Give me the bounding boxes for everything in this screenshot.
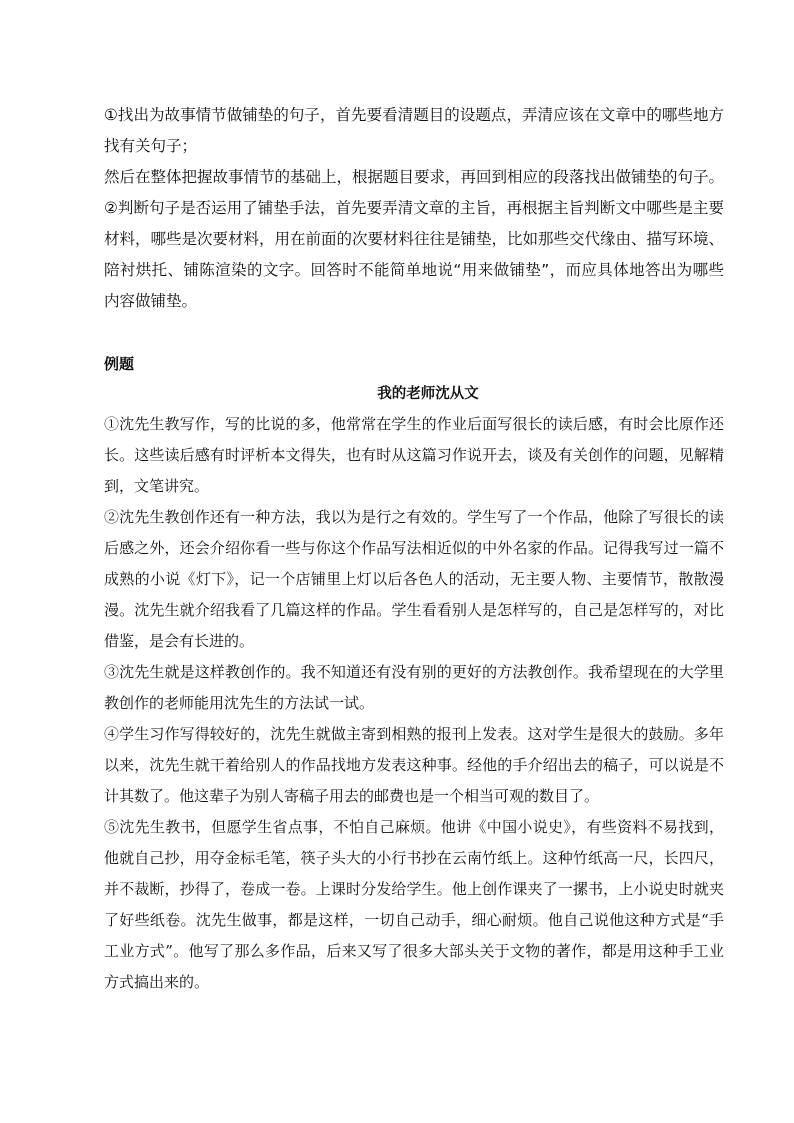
page-content	[104, 100, 724, 998]
article-paragraph-4: ④学生习作写得较好的，沈先生就做主寄到相熟的报刊上发表。这对学生是很大的鼓励。多年以来，沈先生就干着给别人的作品找地方发表这种事。经他的手介绍出去的稿子，可以说是不计其数了。他这辈子为别人寄稿子用去的邮费也是一个相当可观的数目了。	[104, 725, 724, 805]
intro-point-1: ①找出为故事情节做铺垫的句子，首先要看清题目的设题点，弄清应该在文章中的哪些地方找有关句子；	[104, 106, 724, 155]
intro-point-1-continued: 然后在整体把握故事情节的基础上，根据题目要求，再回到相应的段落找出做铺垫的句子。	[104, 168, 725, 186]
article-title: 我的老师沈从文	[377, 385, 479, 402]
section-gap	[104, 317, 724, 349]
article-body	[104, 409, 724, 998]
article-paragraph-1: ①沈先生教写作，写的比说的多，他常常在学生的作业后面写很长的读后感，有时会比原作还长。这些读后感有时评析本文得失，也有时从这篇习作说开去，谈及有关创作的问题，见解精到，文笔讲究。	[104, 415, 724, 495]
article-paragraph-3: ③沈先生就是这样教创作的。我不知道还有没有别的更好的方法教创作。我希望现在的大学里教创作的老师能用沈先生的方法试一试。	[104, 663, 724, 712]
article-paragraph-2: ②沈先生教创作还有一种方法，我以为是行之有效的。学生写了一个作品，他除了写很长的读后感之外，还会介绍你看一些与你这个作品写法相近似的中外名家的作品。记得我写过一篇不成熟的小说《灯下》，记一个店铺里上灯以后各色人的活动，无主要人物、主要情节，散散漫漫。沈先生就介绍我看了几篇这样的作品。学生看看别人是怎样写的，自己是怎样写的，对比借鉴，是会有长进的。	[104, 508, 724, 650]
example-label: 例题	[104, 355, 135, 373]
intro-point-2: ②判断句子是否运用了铺垫手法，首先要弄清文章的主旨，再根据主旨判断文中哪些是主要材料，哪些是次要材料，用在前面的次要材料往往是铺垫，比如那些交代缘由、描写环境、陪衬烘托、铺陈渲染的文字。回答时不能简单地说“用来做铺垫”，而应具体地答出为哪些内容做铺垫。	[104, 199, 725, 310]
article-paragraph-5: ⑤沈先生教书，但愿学生省点事，不怕自己麻烦。他讲《中国小说史》，有些资料不易找到，他就自己抄，用夺金标毛笔，筷子头大的小行书抄在云南竹纸上。这种竹纸高一尺，长四尺，并不裁断，抄得了，卷成一卷。上课时分发给学生。他上创作课夹了一摞书，上小说史时就夹了好些纸卷。沈先生做事，都是这样，一切自己动手，细心耐烦。他自己说他这种方式是“手工业方式”。他写了那么多作品，后来又写了很多大部头关于文物的著作，都是用这种手工业方式搞出来的。	[104, 818, 724, 991]
method-intro	[104, 100, 724, 317]
